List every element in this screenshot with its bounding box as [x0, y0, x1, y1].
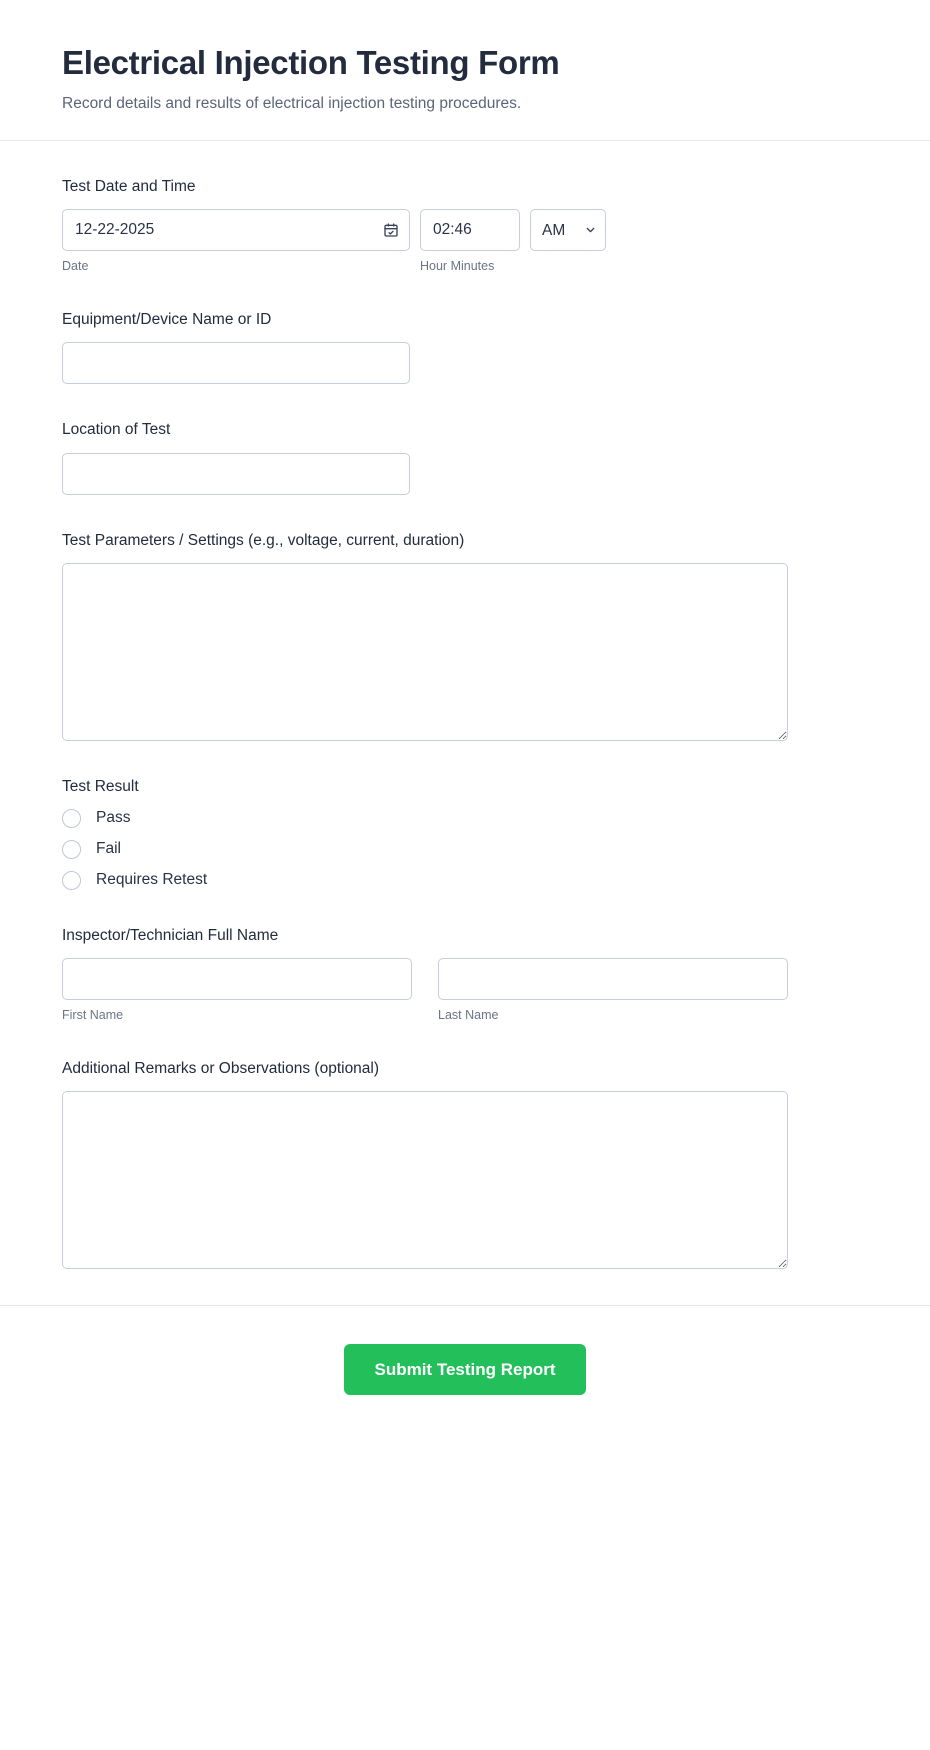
field-label-additional-remarks: Additional Remarks or Observations (optional): [62, 1059, 380, 1077]
datetime-row: [62, 209, 868, 274]
radio-label-pass: Pass: [96, 808, 131, 826]
radio-option-pass[interactable]: [62, 809, 868, 828]
last-name-input[interactable]: [438, 958, 788, 1000]
field-test-parameters: [62, 531, 868, 741]
form-footer: [0, 1305, 930, 1439]
radio-option-requires-retest[interactable]: [62, 871, 868, 890]
first-name-sublabel: First Name: [62, 1007, 124, 1022]
radio-circle-icon[interactable]: [62, 809, 81, 828]
time-sublabel: Hour Minutes: [420, 259, 495, 274]
first-name-column: [62, 958, 412, 1023]
time-column: [420, 209, 520, 274]
meridiem-column: [530, 209, 606, 251]
field-test-date-time: [62, 177, 868, 274]
date-input[interactable]: [62, 209, 410, 251]
page-subtitle: Record details and results of electrical injection testing procedures.: [62, 94, 522, 112]
time-input[interactable]: [420, 209, 520, 251]
field-test-result: [62, 777, 868, 890]
date-input-wrapper: [62, 209, 410, 251]
field-location: [62, 420, 868, 494]
field-additional-remarks: [62, 1059, 868, 1269]
field-label-inspector-name: Inspector/Technician Full Name: [62, 926, 279, 944]
radio-option-fail[interactable]: [62, 840, 868, 859]
radio-circle-icon[interactable]: [62, 840, 81, 859]
first-name-input[interactable]: [62, 958, 412, 1000]
field-label-test-date-time: Test Date and Time: [62, 178, 196, 196]
test-parameters-textarea[interactable]: [62, 563, 788, 741]
name-row: [62, 958, 868, 1023]
form-header: [0, 0, 930, 141]
field-label-equipment: Equipment/Device Name or ID: [62, 311, 272, 329]
submit-testing-report-button[interactable]: Submit Testing Report: [344, 1344, 585, 1395]
date-column: [62, 209, 410, 274]
field-equipment: [62, 310, 868, 384]
last-name-column: [438, 958, 788, 1023]
last-name-sublabel: Last Name: [438, 1007, 499, 1022]
test-result-radio-group: [62, 809, 868, 890]
radio-label-fail: Fail: [96, 839, 121, 857]
date-sublabel: Date: [62, 259, 89, 274]
field-label-location: Location of Test: [62, 421, 171, 439]
field-label-test-result: Test Result: [62, 777, 139, 795]
field-label-test-parameters: Test Parameters / Settings (e.g., voltage, current, duration): [62, 531, 465, 549]
additional-remarks-textarea[interactable]: [62, 1091, 788, 1269]
radio-circle-icon[interactable]: [62, 871, 81, 890]
equipment-input[interactable]: [62, 342, 410, 384]
location-input[interactable]: [62, 453, 410, 495]
meridiem-select-wrapper: [530, 209, 606, 251]
form-body: [0, 141, 930, 1269]
page-title: Electrical Injection Testing Form: [62, 44, 560, 81]
field-inspector-name: [62, 926, 868, 1023]
meridiem-select[interactable]: [530, 209, 606, 251]
radio-label-requires-retest: Requires Retest: [96, 870, 208, 888]
